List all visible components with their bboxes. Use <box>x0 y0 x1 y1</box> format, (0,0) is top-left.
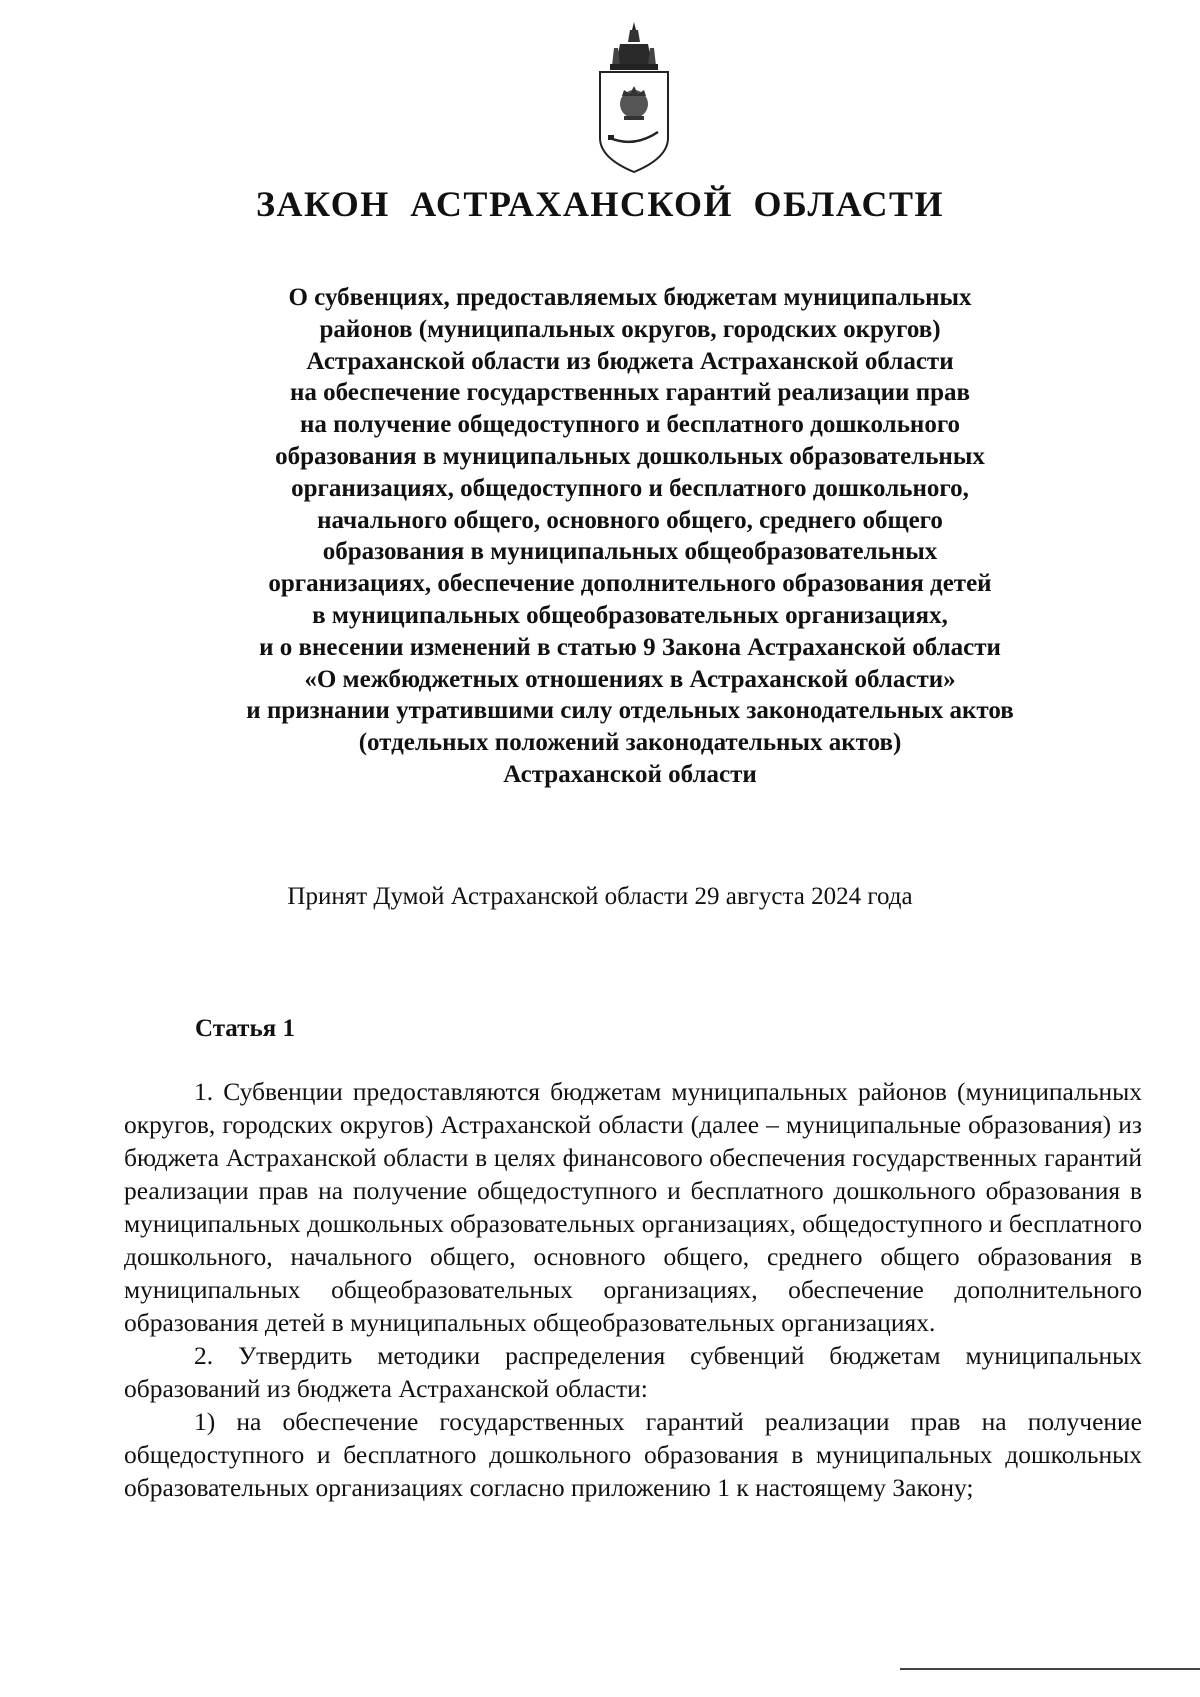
subject-line: «О межбюджетных отношениях в Астраханской области» <box>304 665 956 693</box>
article-paragraph: 1. Субвенции предоставляются бюджетам муниципальных районов (муниципальных округов, городских округов) Астраханской области (далее – муниципальные образования) из бюджета Астраханской области в целях финансового обеспечения государственных гарантий реализации прав на получение общедоступного и бесплатного дошкольного образования в муниципальных дошкольных образовательных организациях, общедоступного и бесплатного дошкольного, начального общего, основного общего, среднего общего образования в муниципальных общеобразовательных организациях, обеспечение дополнительного образования детей в муниципальных общеобразовательных организациях. <box>124 1077 1142 1337</box>
article-heading: Статья 1 <box>195 1015 295 1042</box>
coat-of-arms-icon <box>590 20 678 176</box>
subject-line: организациях, общедоступного и бесплатного дошкольного, <box>291 474 969 502</box>
adoption-date-line: Принят Думой Астраханской области 29 августа 2024 года <box>287 883 913 910</box>
subject-line: начального общего, основного общего, среднего общего <box>317 506 943 534</box>
page-bottom-divider <box>900 1668 1200 1670</box>
subject-line: и о внесении изменений в статью 9 Закона Астраханской области <box>259 633 1001 661</box>
article-body <box>124 1075 1142 1504</box>
subject-line: и признании утратившими силу отдельных законодательных актов <box>246 697 1014 725</box>
subject-line: Астраханской области <box>503 760 757 788</box>
subject-line: на получение общедоступного и бесплатного дошкольного <box>299 411 961 439</box>
article-paragraph: 2. Утвердить методики распределения субвенций бюджетам муниципальных образований из бюджета Астраханской области: <box>124 1341 1142 1403</box>
law-title: ЗАКОН АСТРАХАНСКОЙ ОБЛАСТИ <box>256 184 944 224</box>
article-paragraph: 1) на обеспечение государственных гарантий реализации прав на получение общедоступного и бесплатного дошкольного образования в муниципальных дошкольных образовательных организациях согласно приложению 1 к настоящему Закону; <box>124 1407 1142 1502</box>
subject-line: образования в муниципальных дошкольных образовательных <box>275 442 985 470</box>
subject-line: Астраханской области из бюджета Астраханской области <box>306 347 954 375</box>
subject-line: на обеспечение государственных гарантий реализации прав <box>289 379 971 407</box>
subject-line: районов (муниципальных округов, городских округов) <box>319 315 941 343</box>
subject-line: (отдельных положений законодательных актов) <box>358 729 902 757</box>
subject-line: образования в муниципальных общеобразовательных <box>322 538 938 566</box>
subject-line: организациях, обеспечение дополнительного образования детей <box>268 570 992 598</box>
subject-line: О субвенциях, предоставляемых бюджетам муниципальных <box>288 284 972 311</box>
subject-line: в муниципальных общеобразовательных организациях, <box>312 601 948 629</box>
law-subject <box>150 282 1110 791</box>
